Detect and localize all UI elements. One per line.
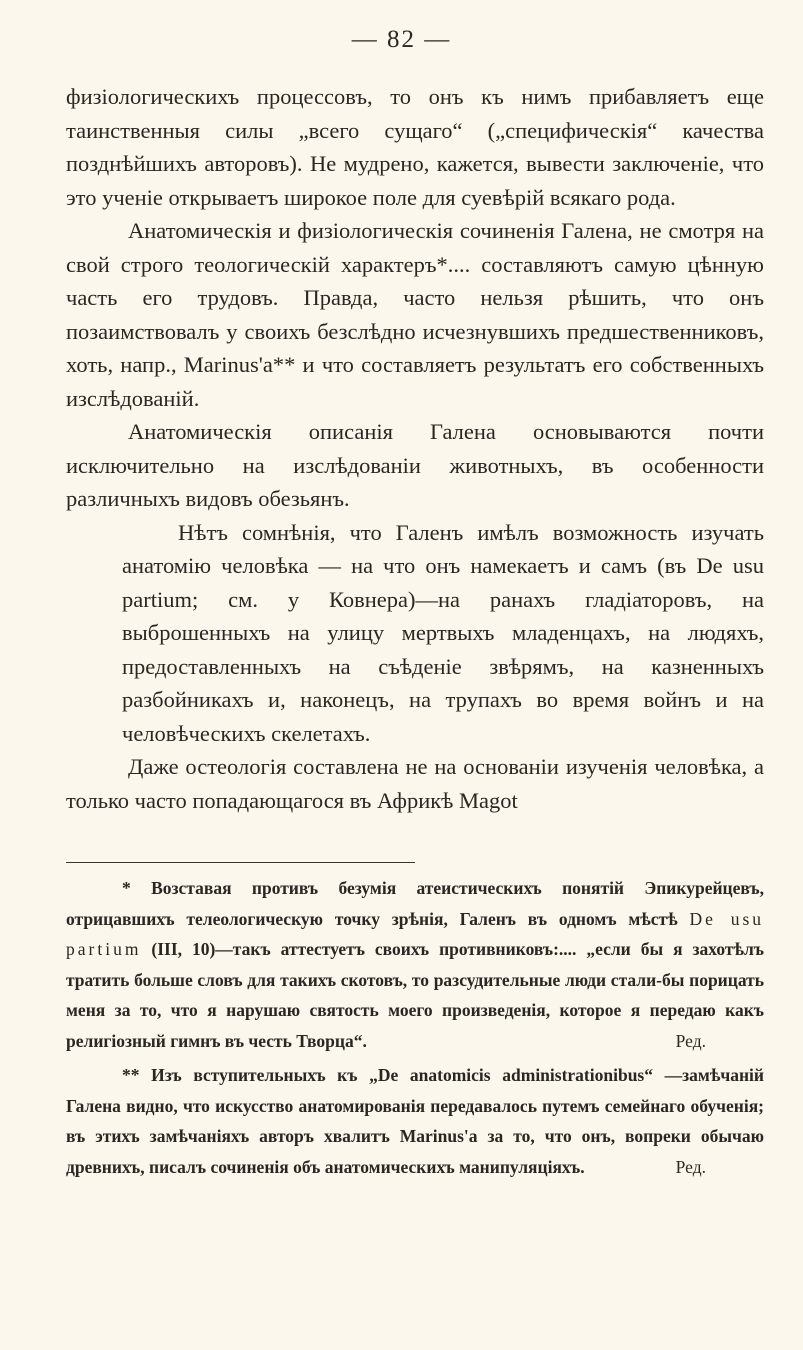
footnote-2 — [66, 1060, 764, 1182]
footnote-1-book-title: De usu partium — [66, 908, 765, 959]
paragraph-continuation: физiологическихъ процессовъ, то онъ къ нимъ прибавляетъ еще таинственныя силы „всего сущаго“ („специфическiя“ качества позднѣйшихъ авторовъ). Не мудрено, кажется, вывести заключенiе, что это ученiе открываетъ широкое поле для суевѣрiй всякаго рода. — [66, 84, 764, 210]
paragraph-anatomical-works: Анатомическiя и физiологическiя сочиненiя Галена, не смотря на свой строго теологическiй характеръ*.... составляютъ самую цѣнную часть его трудовъ. Правда, часто нельзя рѣшить, что онъ позаимствовалъ у своихъ безслѣдно исчезнувшихъ предшественниковъ, хоть, напр., Marinus'а** и что составляетъ результатъ его собственныхъ изслѣдованiй. — [66, 218, 764, 411]
footnote-divider — [66, 862, 415, 863]
footnote-2-signature: Ред. — [675, 1156, 706, 1177]
footnotes — [66, 873, 764, 1182]
footnote-2-text: ** Изъ вступительныхъ къ „De anatomicis administrationibus“ —замѣчанiй Галена видно, что искусство анатомированiя передавалось путемъ семейнаго обученiя; въ этихъ замѣчанiяхъ авторъ хвалитъ Marinus'а за то, что онъ, вопреки обычаю древнихъ, писалъ сочиненiя объ анатомическихъ манипуляцiяхъ. — [66, 1065, 764, 1177]
footnote-1-signature: Ред. — [675, 1030, 706, 1051]
quoted-paragraph-human-anatomy: Нѣтъ сомнѣнiя, что Галенъ имѣлъ возможность изучать анатомiю человѣка — на что онъ намекаетъ и самъ (въ De usu partium; см. у Ковнера)—на ранахъ гладiаторовъ, на выброшенныхъ на улицу мертвыхъ младенцахъ, на людяхъ, предоставленныхъ на съѣденiе звѣрямъ, на казненныхъ разбойникахъ и, наконецъ, на трупахъ во время войнъ и на человѣческихъ скелетахъ. — [122, 519, 764, 746]
paragraph-osteology: Даже остеологiя составлена не на основанiи изученiя человѣка, а только часто попадающагося въ Африкѣ Magot — [66, 754, 764, 813]
footnote-1 — [66, 873, 764, 1056]
page-number: — 82 — — [351, 26, 452, 53]
paragraph-anatomical-descriptions: Анатомическiя описанiя Галена основываются почти исключительно на изслѣдованiи животныхъ, въ особенности различныхъ видовъ обезьянъ. — [66, 419, 764, 511]
footnote-1-text-before: * Возставая противъ безумiя атеистическихъ понятiй Эпикурейцевъ, отрицавшихъ телеологическую точку зрѣнiя, Галенъ въ одномъ мѣстѣ — [66, 878, 764, 929]
main-text — [66, 80, 764, 817]
footnote-1-text-after: (III, 10)—такъ аттестуетъ своихъ противниковъ:.... „если бы я захотѣлъ тратить больше словъ для такихъ скотовъ, то разсудительные люди стали-бы порицать меня за то, что я нарушаю святость моего произведенiя, которое я передаю какъ религiозный гимнъ въ честь Творца“. — [66, 939, 764, 1051]
